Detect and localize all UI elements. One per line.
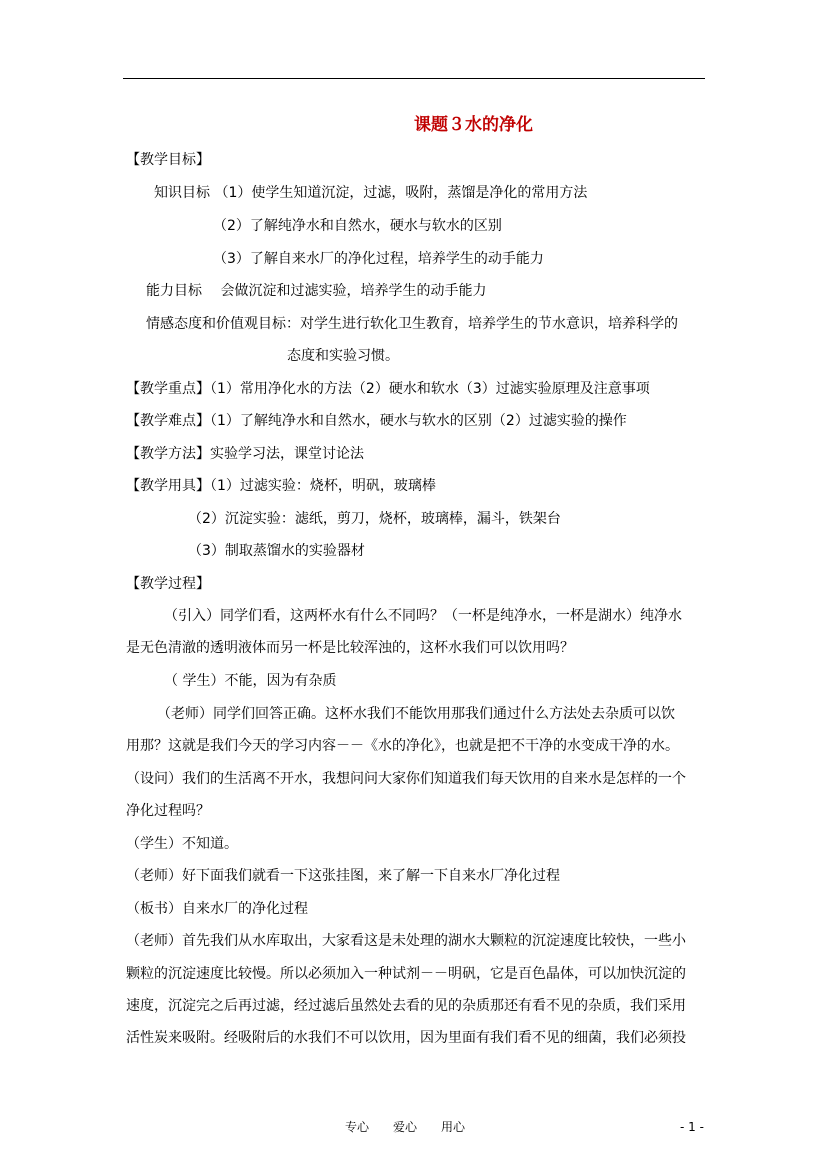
text-line: 净化过程吗？ (126, 803, 210, 819)
text-line: 速度，沉淀完之后再过滤，经过滤后虽然处去看的见的杂质那还有看不见的杂质，我们采用 (126, 998, 686, 1014)
text-line: 是无色清澈的透明液体而另一杯是比较浑浊的，这杯水我们可以饮用吗？ (126, 640, 574, 656)
text-line: （3）了解自来水厂的净化过程，培养学生的动手能力 (213, 251, 544, 267)
text-line: 【教学重点】（1）常用净化水的方法（2）硬水和软水（3）过滤实验原理及注意事项 (126, 381, 650, 397)
page-number: - 1 - (680, 1120, 704, 1134)
header-rule (123, 78, 705, 79)
text-line: （老师）同学们回答正确。这杯水我们不能饮用那我们通过什么方法处去杂质可以饮 (157, 706, 675, 722)
text-line: 【教学用具】（1）过滤实验：烧杯，明矾，玻璃棒 (126, 478, 436, 494)
text-line: （ 学生）不能，因为有杂质 (164, 673, 337, 689)
text-line: 【教学方法】实验学习法，课堂讨论法 (126, 446, 364, 462)
text-line: （2）了解纯净水和自然水，硬水与软水的区别 (213, 218, 502, 234)
text-line: 情感态度和价值观目标：对学生进行软化卫生教育，培养学生的节水意识，培养科学的 (146, 316, 678, 332)
text-line: 【教学过程】 (126, 576, 210, 592)
page-title: 课题３水的净化 (414, 115, 533, 135)
text-line: （设问）我们的生活离不开水，我想问问大家你们知道我们每天饮用的自来水是怎样的一个 (126, 771, 686, 787)
text-line: （学生）不知道。 (126, 836, 238, 852)
text-line: （老师）好下面我们就看一下这张挂图，来了解一下自来水厂净化过程 (126, 868, 560, 884)
text-line: （2）沉淀实验：滤纸，剪刀，烧杯，玻璃棒，漏斗，铁架台 (188, 511, 561, 527)
text-line: 态度和实验习惯。 (287, 348, 399, 364)
text-line: 活性炭来吸附。经吸附后的水我们不可以饮用，因为里面有我们看不见的细菌，我们必须投 (126, 1030, 686, 1046)
text-line: 【教学难点】（1）了解纯净水和自然水，硬水与软水的区别（2）过滤实验的操作 (126, 413, 627, 429)
text-line: （引入）同学们看，这两杯水有什么不同吗？（一杯是纯净水，一杯是湖水）纯净水 (164, 608, 682, 624)
text-line: （3）制取蒸馏水的实验器材 (188, 543, 365, 559)
footer-motto: 专心 爱心 用心 (345, 1120, 466, 1134)
text-line: （老师）首先我们从水库取出，大家看这是未处理的湖水大颗粒的沉淀速度比较快，一些小 (126, 933, 686, 949)
text-line: 能力目标 会做沉淀和过滤实验，培养学生的动手能力 (146, 283, 487, 299)
text-line: 知识目标 （1）使学生知道沉淀，过滤，吸附，蒸馏是净化的常用方法 (154, 185, 588, 201)
text-line: 用那？这就是我们今天的学习内容－－《水的净化》，也就是把不干净的水变成干净的水。 (126, 738, 679, 754)
text-line: 【教学目标】 (126, 152, 210, 168)
text-line: 颗粒的沉淀速度比较慢。所以必须加入一种试剂－－明矾，它是百色晶体，可以加快沉淀的 (126, 966, 686, 982)
text-line: （板书）自来水厂的净化过程 (126, 901, 308, 917)
